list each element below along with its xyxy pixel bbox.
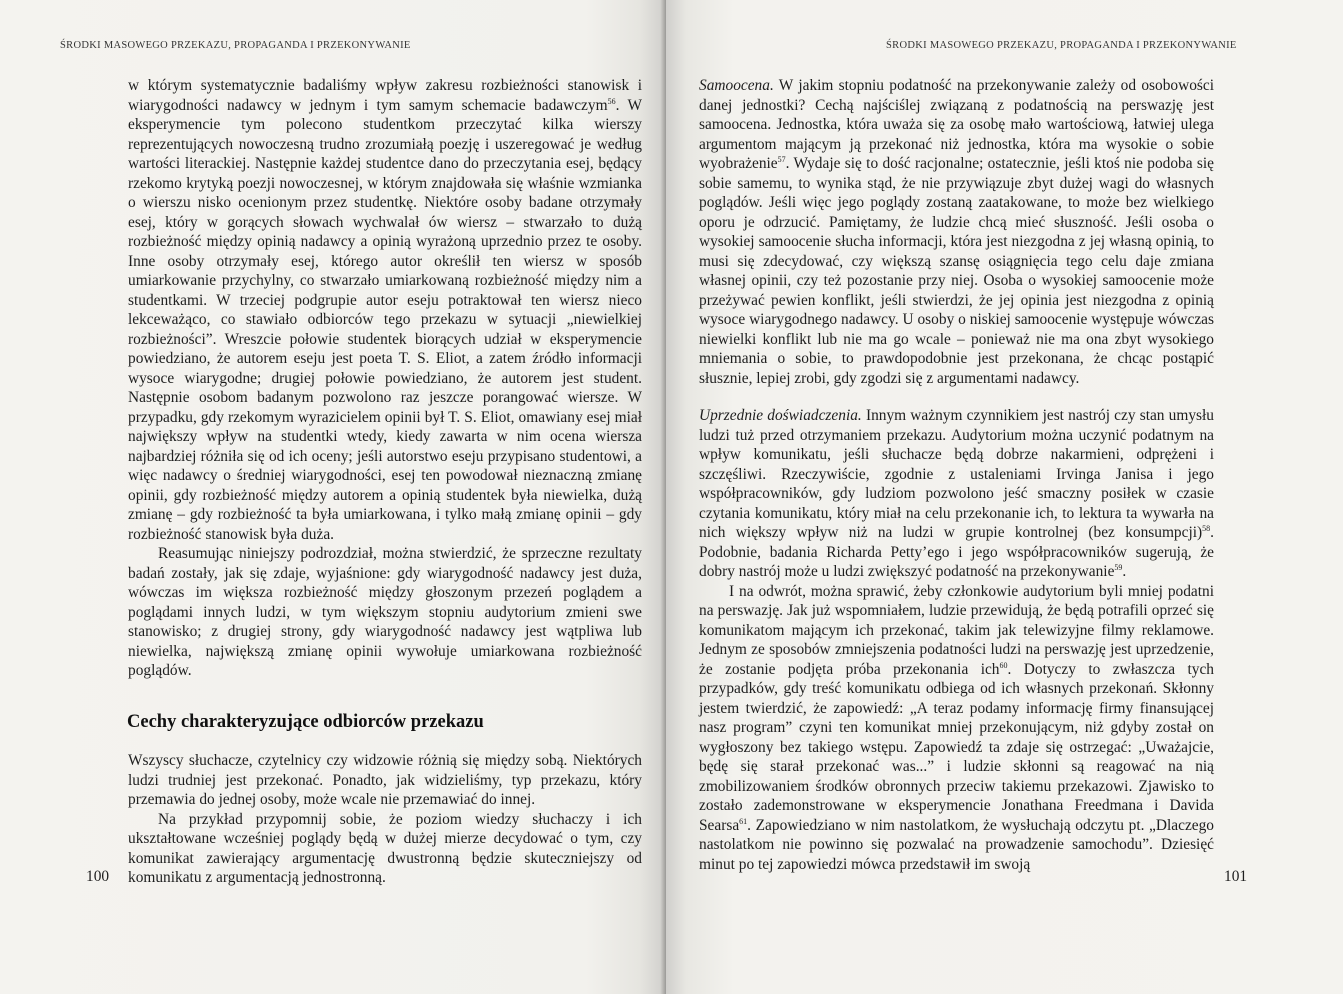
paragraph	[699, 76, 1214, 388]
running-head-left: ŚRODKI MASOWEGO PRZEKAZU, PROPAGANDA I PRZEKONYWANIE	[60, 40, 411, 51]
footnote-ref: 61	[739, 816, 748, 826]
left-page	[0, 0, 666, 994]
paragraph	[128, 76, 642, 544]
paragraph-text: . Wydaje się to dość racjonalne; ostatecznie, jeśli ktoś nie podoba się sobie samemu, to wynika stąd, że nie przywiązuje zbyt dużej wagi do własnych poglądów. Jeśli więc jego poglądy zostaną zaatakowane, to może bez wielkiego oporu je odrzucić. Pamiętamy, że ludzie chcą mieć słuszność. Jeśli osoba o wysokiej samoocenie słucha informacji, która jest niezgodna z jej własną opinią, to musi się zdecydować, czy większą szansę osiągnięcia tego celu daje zmiana własnej opinii, czy też pozostanie przy niej. Osoba o wysokiej samoocenie może przeżywać pewien konflikt, jeśli stwierdzi, że jej opinia jest niezgodna z opinią wysoce wiarygodnego nadawcy. U osoby o niskiej samoocenie występuje wówczas niewielki konflikt lub nie ma go wcale – ponieważ nie ma ona zbyt wysokiego mniemania o sobie, to prawdopodobnie jest przekonana, że chcąc postąpić słusznie, lepiej zrobi, gdy zgodzi się z argumentami nadawcy.	[699, 155, 1214, 387]
right-body-text	[699, 76, 1214, 874]
section-heading: Cechy charakteryzujące odbiorców przekazu	[127, 712, 484, 732]
footnote-ref: 58	[1202, 524, 1211, 533]
paragraph-text: .	[1122, 563, 1127, 580]
footnote-ref: 57	[777, 155, 786, 164]
subsection-label: Uprzednie doświadczenia.	[699, 407, 862, 424]
paragraph	[699, 406, 1214, 582]
subsection-label: Samoocena.	[699, 77, 774, 94]
right-page	[666, 0, 1343, 994]
paragraph-text: . W eksperymencie tym polecono studentkom przeczytać kilka wierszy reprezentujących nowoczesną trudno zrozumiałą poezję i uszeregować je według wartości literackiej. Następnie każdej studentce dano do przeczytania esej, będący rzekomo krytyką poezji nowoczesnej, w którym znajdowała się właśnie wzmianka o wierszu nisko ocenionym przez studentkę. Niektóre osoby badane otrzymały esej, który w gorących słowach wychwalał ów wiersz – stwarzało to dużą rozbieżność między opinią nadawcy a opinią wyrażoną uprzednio przez te osoby. Inne osoby otrzymały esej, którego autor określił ten wiersz w sposób umiarkowanie przychylny, co stwarzało umiarkowaną rozbieżność między nim a studentkami. W trzeciej podgrupie autor eseju potraktował ten wiersz nieco lekceważąco, co stawiało odbiorców tego przekazu w sytuacji „niewielkiej rozbieżności”. Wreszcie połowie studentek biorących udział w eksperymencie powiedziano, że autorem eseju jest poeta T. S. Eliot, a zatem źródło informacji wysoce wiarygodne; drugiej połowie powiedziano, że autorem jest student. Następnie osobom badanym pozwolono raz jeszcze porangować wiersze. W przypadku, gdy rzekomym wyrazicielem opinii był T. S. Eliot, omawiany esej miał największy wpływ na studentki wtedy, kiedy zawarta w nim ocena wiersza najbardziej różniła się od ich oceny; jeśli autorstwo eseju przypisano studentowi, a więc nadawcy o średniej wiarygodności, esej ten powodował nieznaczną zmianę opinii, gdy rozbieżność między autorem a opinią studentek była niewielka, dużą zmianę – gdy rozbieżność ta była umiarkowana, i tylko małą zmianę opinii – gdy rozbieżność stanowisk była duża.	[128, 96, 642, 543]
paragraph-text: w którym systematycznie badaliśmy wpływ zakresu rozbieżności stanowisk i wiarygodności nadawcy w jednym i tym samym schemacie badawczym	[128, 77, 642, 114]
paragraph-text: I na odwrót, można sprawić, żeby członkowie audytorium byli mniej podatni na perswazję. Jak już wspomniałem, ludzie przewidują, że będą potrafili oprzeć się komunikatom mającym ich przekonać, takim jak telewizyjne filmy reklamowe. Jednym ze sposobów zmniejszenia podatności ludzi na perswazję jest uprzedzenie, że zostanie podjęta próba przekonania ich	[699, 582, 1214, 678]
page-number-right: 101	[1224, 868, 1248, 885]
page-number-left: 100	[86, 868, 110, 885]
footnote-ref: 59	[1114, 563, 1123, 572]
paragraph: Reasumując niniejszy podrozdział, można stwierdzić, że sprzeczne rezultaty badań zostały, jak się zdaje, wyjaśnione: gdy wiarygodność nadawcy jest duża, wówczas im większa rozbieżność między głoszonym przezeń poglądem a poglądami innych ludzi, w tym większym stopniu audytorium zmieni swe stanowisko; z drugiej strony, gdy wiarygodność nadawcy jest wątpliwa lub niewielka, największą zmianę opinii wywołuje umiarkowana rozbieżność poglądów.	[128, 545, 642, 679]
paragraph-text: . Podobnie, badania Richarda Petty’ego i jego współpracowników sugerują, że dobry nastrój może u ludzi zwiększyć podatność na przekonywanie	[699, 524, 1214, 580]
paragraph: Na przykład przypomnij sobie, że poziom wiedzy słuchaczy i ich ukształtowane wcześniej poglądy będą w dużej mierze decydować o tym, czy komunikat zawierający argumentację dwustronną będzie skuteczniejszy od komunikatu z argumentacją jednostronną.	[128, 810, 642, 886]
paragraph-text: Innym ważnym czynnikiem jest nastrój czy stan umysłu ludzi tuż przed otrzymaniem przekazu. Audytorium można uczynić podatnym na wpływ komunikatu, jeśli słuchacze będą dobrze nakarmieni, odprężeni i szczęśliwi. Rzeczywiście, zgodnie z ustaleniami Irvinga Janisa i jego współpracowników, gdy ludziom pozwolono jeść smaczny posiłek w czasie czytania komunikatu, który miał na celu przekonanie ich, to lektura ta wywarła na nich większy wpływ niż na ludzi w grupie kontrolnej (bez konsumpcji)	[699, 407, 1214, 541]
running-head-right: ŚRODKI MASOWEGO PRZEKAZU, PROPAGANDA I PRZEKONYWANIE	[886, 40, 1237, 51]
footnote-ref: 56	[607, 96, 616, 106]
paragraph: Wszyscy słuchacze, czytelnicy czy widzowie różnią się między sobą. Niektórych ludzi trudniej jest przekonać. Ponadto, jak widzieliśmy, typ przekazu, który przemawia do jednej osoby, może wcale nie przemawiać do innej.	[128, 752, 642, 808]
left-body-text-2	[128, 751, 642, 888]
paragraph-text: . Dotyczy to zwłaszcza tych przypadków, gdy treść komunikatu odbiega od ich własnych przekonań. Skłonny jestem twierdzić, że zapowiedź: „A teraz podamy informację firmy finansującej nasz program” czyni ten komunikat mniej przekonującym, niż gdyby został on wygłoszony bez takiego wstępu. Zapowiedź ta zdaje się ostrzegać: „Uważajcie, będę się starał przekonać was...” i ludzie skłonni są reagować na nią zmobilizowaniem środków obronnych przeciw takiemu przekazowi. Zjawisko to zostało zademonstrowane w eksperymencie Jonathana Freedmana i Davida Searsa	[699, 660, 1214, 834]
paragraph-text: W jakim stopniu podatność na przekonywanie zależy od osobowości danej jednostki? Cechą najściślej związaną z podatnością na perswazję jest samoocena. Jednostka, która uważa się za osobę mało wartościową, łatwiej ulega argumentom mającym ją przekonać niż jednostka, która ma wysokie o sobie wyobrażenie	[699, 77, 1214, 172]
paragraph	[699, 582, 1214, 875]
left-body-text	[128, 76, 642, 681]
paragraph-text: . Zapowiedziano w nim nastolatkom, że wysłuchają odczytu pt. „Dlaczego nastolatkom nie powinno się pozwalać na prowadzenie samochodu”. Dziesięć minut po tej zapowiedzi mówca przedstawił im swoją	[699, 816, 1214, 873]
footnote-ref: 60	[999, 660, 1008, 670]
